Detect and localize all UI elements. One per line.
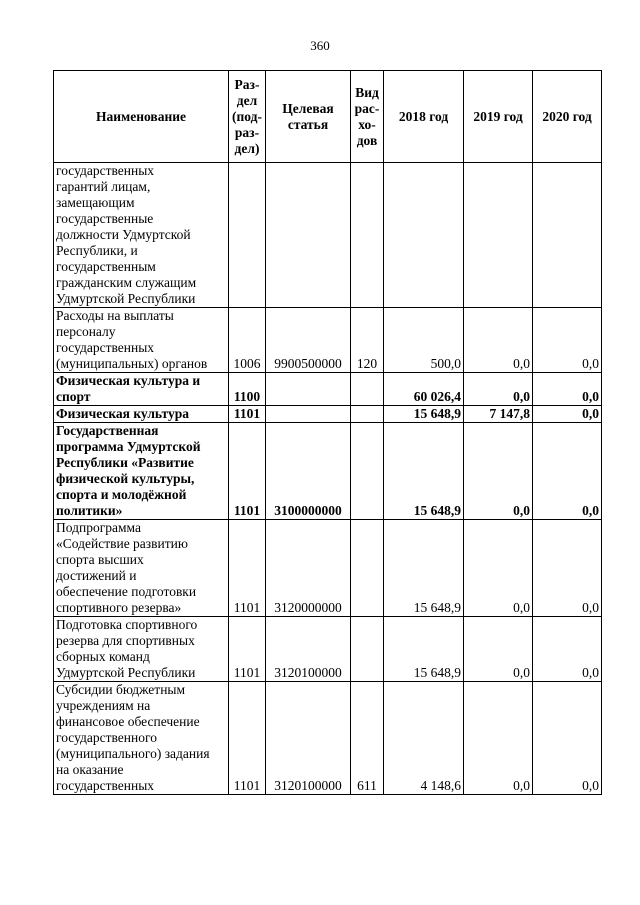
cell-name: Расходы на выплаты персоналу государственных (муниципальных) органов [54, 308, 229, 373]
cell-name: Физическая культура и спорт [54, 373, 229, 406]
cell-2020: 0,0 [533, 682, 602, 795]
cell-2020: 0,0 [533, 406, 602, 423]
header-2019: 2019 год [464, 71, 533, 163]
cell-2019: 0,0 [464, 520, 533, 617]
cell-name: Государственная программа Удмуртской Республики «Развитие физической культуры, спорта и молодёжной политики» [54, 423, 229, 520]
cell-2019: 0,0 [464, 308, 533, 373]
table-row [54, 373, 602, 406]
cell-2018: 500,0 [384, 308, 464, 373]
cell-section: 1101 [229, 520, 266, 617]
table-body [54, 163, 602, 795]
cell-section: 1101 [229, 423, 266, 520]
cell-name: государственных гарантий лицам, замещающим государственные должности Удмуртской Республики, и государственным гражданским служащим Удмуртской Республики [54, 163, 229, 308]
cell-2018: 15 648,9 [384, 520, 464, 617]
cell-2018 [384, 163, 464, 308]
cell-expense-type [351, 406, 384, 423]
cell-section: 1006 [229, 308, 266, 373]
cell-name: Физическая культура [54, 406, 229, 423]
header-expense-type: Вид рас- хо- дов [351, 71, 384, 163]
cell-expense-type: 611 [351, 682, 384, 795]
cell-target-article: 3120000000 [266, 520, 351, 617]
table-row [54, 423, 602, 520]
header-2020: 2020 год [533, 71, 602, 163]
cell-expense-type: 120 [351, 308, 384, 373]
cell-expense-type [351, 617, 384, 682]
page-number: 360 [310, 38, 330, 53]
cell-2018: 15 648,9 [384, 406, 464, 423]
cell-target-article [266, 163, 351, 308]
cell-section: 1101 [229, 406, 266, 423]
cell-2019: 0,0 [464, 617, 533, 682]
cell-2018: 15 648,9 [384, 423, 464, 520]
cell-section: 1101 [229, 617, 266, 682]
table-row [54, 520, 602, 617]
cell-2020: 0,0 [533, 520, 602, 617]
cell-2020: 0,0 [533, 373, 602, 406]
cell-2018: 15 648,9 [384, 617, 464, 682]
cell-section [229, 163, 266, 308]
cell-2020 [533, 163, 602, 308]
cell-expense-type [351, 423, 384, 520]
header-section: Раз- дел (под- раз- дел) [229, 71, 266, 163]
cell-target-article: 3120100000 [266, 682, 351, 795]
cell-section: 1100 [229, 373, 266, 406]
cell-target-article [266, 406, 351, 423]
cell-section: 1101 [229, 682, 266, 795]
cell-name: Субсидии бюджетным учреждениям на финансовое обеспечение государственного (муниципального) задания на оказание государственных [54, 682, 229, 795]
cell-2019: 7 147,8 [464, 406, 533, 423]
cell-2019: 0,0 [464, 373, 533, 406]
header-2018: 2018 год [384, 71, 464, 163]
table-row [54, 617, 602, 682]
cell-2019 [464, 163, 533, 308]
header-target-article: Целевая статья [266, 71, 351, 163]
header-name: Наименование [54, 71, 229, 163]
table-row [54, 308, 602, 373]
budget-table [53, 70, 602, 795]
cell-expense-type [351, 373, 384, 406]
table-row [54, 682, 602, 795]
table-row [54, 163, 602, 308]
cell-target-article: 3100000000 [266, 423, 351, 520]
cell-2019: 0,0 [464, 423, 533, 520]
cell-2018: 4 148,6 [384, 682, 464, 795]
cell-target-article [266, 373, 351, 406]
cell-2018: 60 026,4 [384, 373, 464, 406]
cell-2020: 0,0 [533, 308, 602, 373]
cell-target-article: 9900500000 [266, 308, 351, 373]
table-header-row [54, 71, 602, 163]
cell-expense-type [351, 163, 384, 308]
cell-2020: 0,0 [533, 617, 602, 682]
cell-2019: 0,0 [464, 682, 533, 795]
cell-name: Подготовка спортивного резерва для спортивных сборных команд Удмуртской Республики [54, 617, 229, 682]
cell-2020: 0,0 [533, 423, 602, 520]
cell-name: Подпрограмма «Содействие развитию спорта высших достижений и обеспечение подготовки спортивного резерва» [54, 520, 229, 617]
cell-expense-type [351, 520, 384, 617]
table-row [54, 406, 602, 423]
cell-target-article: 3120100000 [266, 617, 351, 682]
